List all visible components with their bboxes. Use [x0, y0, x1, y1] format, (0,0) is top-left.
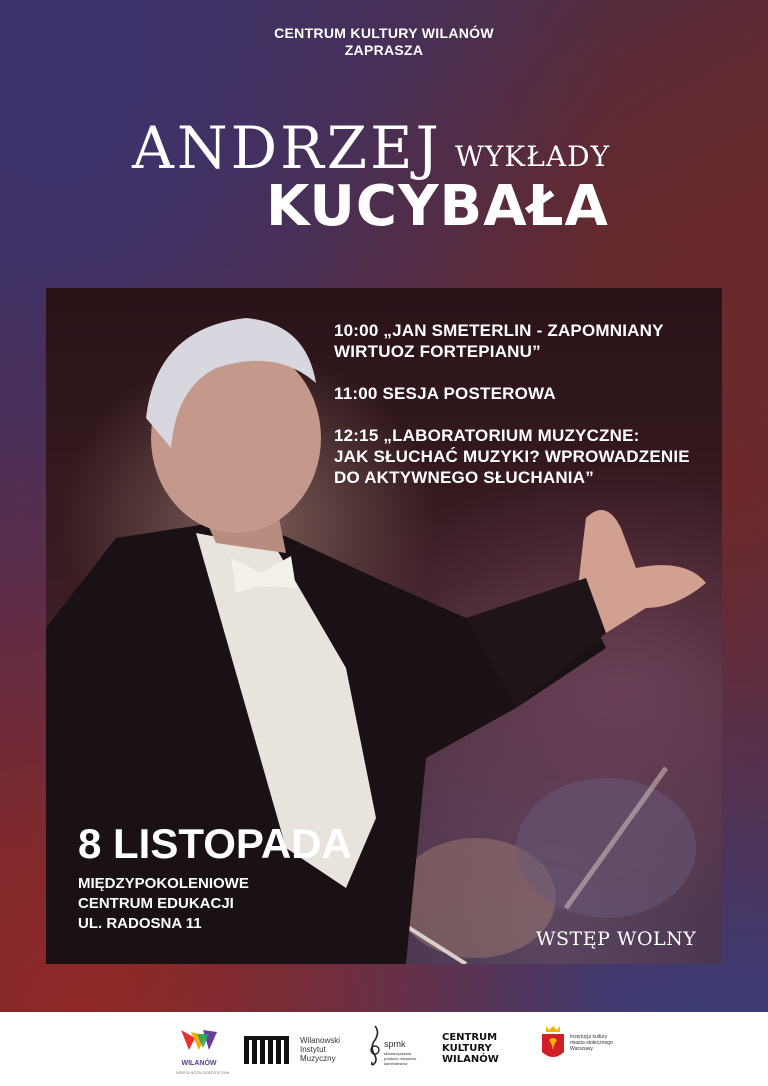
- schedule-line: JAK SŁUCHAĆ MUZYKI? WPROWADZENIE: [334, 447, 690, 466]
- venue-address: UL. RADOSNA 11: [78, 915, 202, 932]
- event-date: 8 LISTOPADA: [78, 820, 352, 867]
- schedule-line: 11:00 SESJA POSTEROWA: [334, 384, 556, 403]
- schedule-line: WIRTUOZ FORTEPIANU”: [334, 342, 541, 361]
- header-org: [0, 25, 768, 59]
- title-subtitle: WYKŁADY: [455, 140, 611, 173]
- title-last-name: KUCYBAŁA: [266, 174, 609, 239]
- treble-clef-icon: [368, 1024, 382, 1068]
- schedule: [334, 320, 714, 509]
- venue-line: CENTRUM EDUKACJI: [78, 895, 234, 912]
- title-first-name: ANDRZEJ: [132, 114, 442, 182]
- venue-line: MIĘDZYPOKOLENIOWE: [78, 875, 249, 892]
- crest-icon: [540, 1024, 566, 1064]
- schedule-line: 12:15 „LABORATORIUM MUZYCZNE:: [334, 426, 640, 445]
- wilanow-logo: WILANÓW WSPÓLNOTA DZIEDZICTWA: [176, 1028, 222, 1077]
- schedule-item: [334, 383, 714, 404]
- ckw-logo: CENTRUM KULTURY WILANÓW: [442, 1032, 499, 1065]
- invite-text: ZAPRASZA: [344, 42, 424, 58]
- wilanow-logo-icon: [179, 1028, 219, 1054]
- wim-logo-icon: [244, 1032, 296, 1066]
- footer-logos: WILANÓW WSPÓLNOTA DZIEDZICTWA Wilanowski Instytut Muzyczny spmk stowarzyszenie polskich muzyków kameralistów CENTRUM KULTURY WILANÓW Instytucja kultury miasta stołecznego Warszawy: [0, 1012, 768, 1086]
- venue: [78, 874, 249, 934]
- conductor-photo: [46, 288, 722, 964]
- schedule-item: [334, 320, 714, 362]
- schedule-line: 10:00 „JAN SMETERLIN - ZAPOMNIANY: [334, 321, 664, 340]
- schedule-line: DO AKTYWNEGO SŁUCHANIA”: [334, 468, 594, 487]
- admission-free: WSTĘP WOLNY: [536, 928, 697, 950]
- schedule-item: [334, 425, 714, 488]
- org-name: CENTRUM KULTURY WILANÓW: [274, 25, 494, 41]
